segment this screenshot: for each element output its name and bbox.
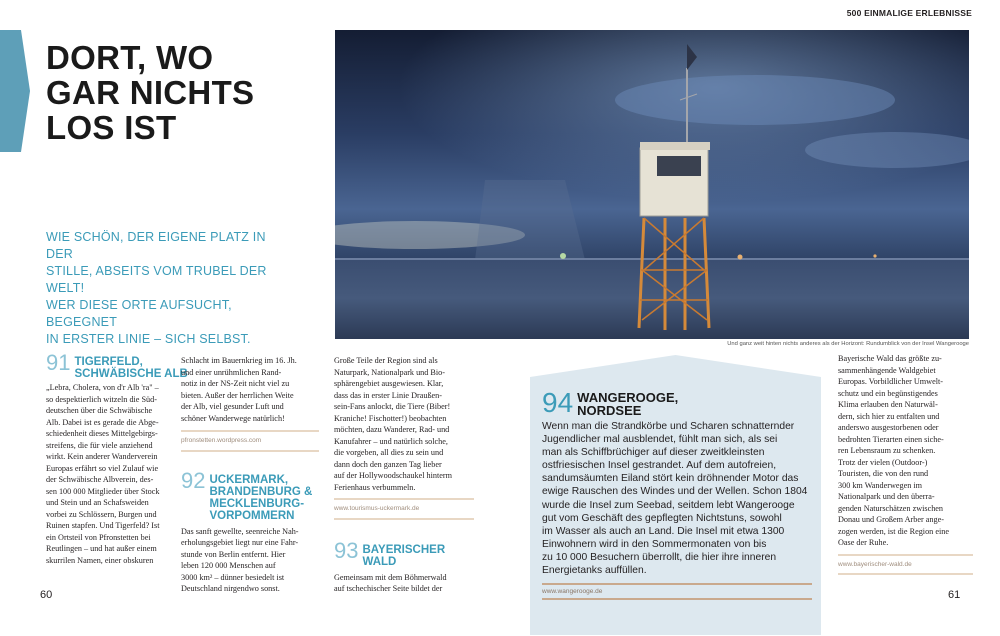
text-line: schiedenheit dieses Mittelgebirgs- (46, 429, 158, 438)
text-line: sphärengebiet ausgewiesen. Klar, (334, 379, 444, 388)
text-line: Kraniche! Fischotter!) beobachten (334, 413, 447, 423)
section-title (577, 389, 678, 417)
column-5 (838, 353, 973, 575)
text-line: ren Lebensraum zu schenken. (838, 446, 936, 455)
text-line: „Lebra, Cholera, von d'r Alb 'ra" – (46, 383, 159, 392)
text-line: anderswo ausgestorbenen oder (838, 423, 939, 432)
text-line: dass das in erster Linie Draußen- (334, 390, 442, 400)
section-title (209, 470, 312, 522)
text-line: wirkt. Kein anderer Wanderverein (46, 452, 158, 461)
photo-caption: Und ganz weit hinten nichts anderes als der Horizont: Rundumblick von der Insel Wangerooge (727, 341, 969, 347)
section-93-link[interactable]: www.bayerischer-wald.de (838, 554, 973, 576)
text-line: Wenn man die Strandkörbe und Scharen schnatternder (542, 421, 795, 432)
section-92-text-cont (334, 355, 474, 493)
section-94-head (542, 389, 812, 417)
section-title-line: VORPOMMERN (209, 509, 295, 522)
text-line: und einer unrühmlichen Rand- (181, 367, 282, 377)
text-line: Touristen, die von den rund (838, 469, 929, 478)
intro-line: STILLE, ABSEITS VOM TRUBEL DER WELT! (46, 264, 267, 295)
text-line: leben 120 000 Menschen auf (181, 561, 276, 570)
intro-line: IN ERSTER LINIE – SICH SELBST. (46, 332, 251, 346)
text-line: sen 100 000 Mitglieder über Stock (46, 486, 160, 496)
text-line: dann doch den ganzen Tag lieber (334, 459, 442, 469)
section-92-head (181, 467, 319, 522)
text-line: zogen werden, ist die Region eine (838, 526, 949, 536)
text-line: Reutlingen – und hat außer einem (46, 544, 157, 553)
section-title-line: BAYERISCHER (362, 543, 446, 556)
text-line: man als Schiffbrüchiger auf dieser zweitkleinsten (542, 447, 765, 459)
title-line: GAR NICHTS (46, 74, 255, 111)
text-line: Klima erlauben den Naturwäl- (838, 400, 938, 409)
text-line: Gemeinsam mit dem Böhmerwald (334, 572, 447, 582)
text-line: und Stein und an Schafsweiden (46, 498, 149, 507)
feature-section-94 (542, 389, 812, 600)
section-93-text (334, 572, 474, 595)
section-number: 91 (46, 350, 71, 375)
text-line: auf tschechischer Seite bildet der (334, 584, 443, 593)
text-line: die vorgeben, all dies zu sein und (334, 448, 444, 457)
text-line: Jugendlicher mal ausblendet, fühlt man sich, als sei (542, 434, 778, 446)
text-line: vorbei zu Schlössern, Burgen und (46, 509, 157, 519)
page-number-left: 60 (40, 589, 53, 601)
text-line: 3000 km² – dünner besiedelt ist (181, 572, 285, 582)
section-91-head (46, 350, 188, 380)
text-line: genden Naturschätzen zwischen (838, 503, 944, 513)
text-line: sein-Fans anlockt, die Tiere (Biber! (334, 402, 451, 411)
section-title-line: NORDSEE (577, 403, 642, 418)
text-line: der Schwäbische Albverein, des- (46, 475, 154, 484)
text-line: streifens, die für viele anziehend (46, 440, 153, 450)
text-line: auf der Hollywoodschaukel hinterm (334, 471, 453, 480)
chapter-intro (46, 229, 286, 348)
text-line: Das sanft gewellte, seenreiche Nah- (181, 526, 299, 536)
section-92-text (181, 526, 319, 595)
section-91-text (46, 382, 176, 566)
text-line: deutschen über die Schwäbische (46, 406, 153, 415)
text-line: Donau und Großem Arber ange- (838, 515, 944, 524)
lifeguard-tower-photo (335, 30, 969, 339)
section-91-link[interactable]: pfronstetten.wordpress.com (181, 430, 319, 452)
text-line: Ferienhaus verbummeln. (334, 482, 416, 492)
page-number-right: 61 (948, 589, 961, 601)
text-line: Deutschland nirgendwo sonst. (181, 584, 280, 593)
section-94-text (542, 420, 812, 577)
text-line: 300 km Wanderwegen im (838, 480, 923, 490)
text-line: sammenhängende Waldgebiet (838, 365, 936, 375)
title-line: LOS IST (46, 109, 177, 146)
text-line: gut vom Geschäft des gepflegten Nichtstuns, sowohl (542, 512, 782, 524)
intro-line: WER DIESE ORTE AUFSUCHT, BEGEGNET (46, 298, 232, 329)
text-line: Nationalpark und den überra- (838, 492, 935, 501)
text-line: Naturpark, Nationalpark und Bio- (334, 367, 445, 377)
text-line: Europas. Vorbildlicher Umwelt- (838, 377, 943, 386)
text-line: skurrilen Namen, einer obskuren (46, 555, 154, 565)
section-number: 92 (181, 467, 206, 493)
text-line: im Wasser als auch an Land. Die Insel mit etwa 1300 (542, 525, 785, 537)
text-line: sandumsäumten Eiland stört kein dröhnender Motor das (542, 473, 799, 485)
column-1 (46, 350, 188, 566)
section-number: 94 (542, 387, 574, 418)
text-line: ewige Rauschen des Windes und der Wellen. Schon 1804 (542, 486, 808, 498)
section-title-line: UCKERMARK, (209, 473, 289, 486)
section-title-line: BRANDENBURG & (209, 485, 313, 498)
section-92-link[interactable]: www.tourismus-uckermark.de (334, 498, 474, 520)
text-line: Alb. Dabei ist es gerade die Abge- (46, 417, 159, 427)
text-line: notiz in der NS-Zeit nicht viel zu (181, 379, 290, 388)
section-title-line: WANGEROOGE, (577, 390, 679, 405)
book-header: 500 EINMALIGE ERLEBNISSE (846, 8, 972, 18)
text-line: Bayerische Wald das größte zu- (838, 354, 942, 363)
text-line: so despektierlich witzeln die Süd- (46, 394, 157, 404)
text-line: dern, sich hier zu entfalten und (838, 411, 940, 421)
section-94-link[interactable]: www.wangerooge.de (542, 583, 812, 600)
text-line: erholungsgebiet liegt nur eine Fahr- (181, 538, 299, 547)
text-line: schutz und ein begünstigendes (838, 388, 938, 398)
text-line: Ruinen stapfen. Und Tigerfeld? Ist (46, 521, 160, 530)
text-line: Trotz der vielen (Outdoor-) (838, 457, 928, 467)
title-line: DORT, WO (46, 39, 214, 76)
section-title (362, 540, 445, 568)
column-2 (181, 355, 319, 595)
section-title (74, 352, 187, 380)
section-number: 93 (334, 537, 359, 563)
section-title-line: TIGERFELD, (74, 356, 143, 368)
text-line: schöner Wanderwege natürlich! (181, 413, 285, 423)
text-line: Einwohnern wird in den Sommermonaten von bis (542, 538, 767, 550)
text-line: bedrohten Tierarten einen siche- (838, 434, 944, 444)
text-line: Europas erfährt so viel Zulauf wie (46, 463, 159, 473)
text-line: Energietanks auffüllen. (542, 565, 647, 577)
section-title-line: MECKLENBURG- (209, 497, 305, 510)
text-line: ein Ortsteil von Pfronstetten bei (46, 532, 151, 542)
text-line: Kanufahrer – und natürlich solche, (334, 436, 448, 446)
text-line: möchten, dazu Wanderer, Rad- und (334, 425, 450, 434)
text-line: wurde die Insel zum Seebad, seitdem lebt Wangerooge (542, 499, 795, 511)
text-line: ostfriesischen Insel gestrandet. Auf dem autofreien, (542, 460, 777, 472)
text-line: stunde von Berlin entfernt. Hier (181, 549, 286, 559)
text-line: Oase der Ruhe. (838, 538, 889, 547)
chapter-tab-marker (0, 30, 30, 152)
section-title-line: WALD (362, 555, 397, 568)
section-93-text-cont (838, 353, 973, 549)
text-line: bieten. Außer der herrlichen Weite (181, 390, 294, 400)
text-line: der Alb, viel gesunder Luft und (181, 402, 284, 411)
chapter-title (46, 40, 316, 145)
text-line: Große Teile der Region sind als (334, 356, 438, 365)
column-3 (334, 355, 474, 595)
section-93-head (334, 537, 474, 568)
section-91-text-cont (181, 355, 319, 424)
section-title-line: SCHWÄBISCHE ALB (74, 368, 188, 380)
intro-line: WIE SCHÖN, DER EIGENE PLATZ IN DER (46, 230, 266, 261)
text-line: zu 10 000 Besuchern überrollt, die hier ihre inneren (542, 551, 777, 563)
text-line: Schlacht im Bauernkrieg im 16. Jh. (181, 356, 297, 365)
